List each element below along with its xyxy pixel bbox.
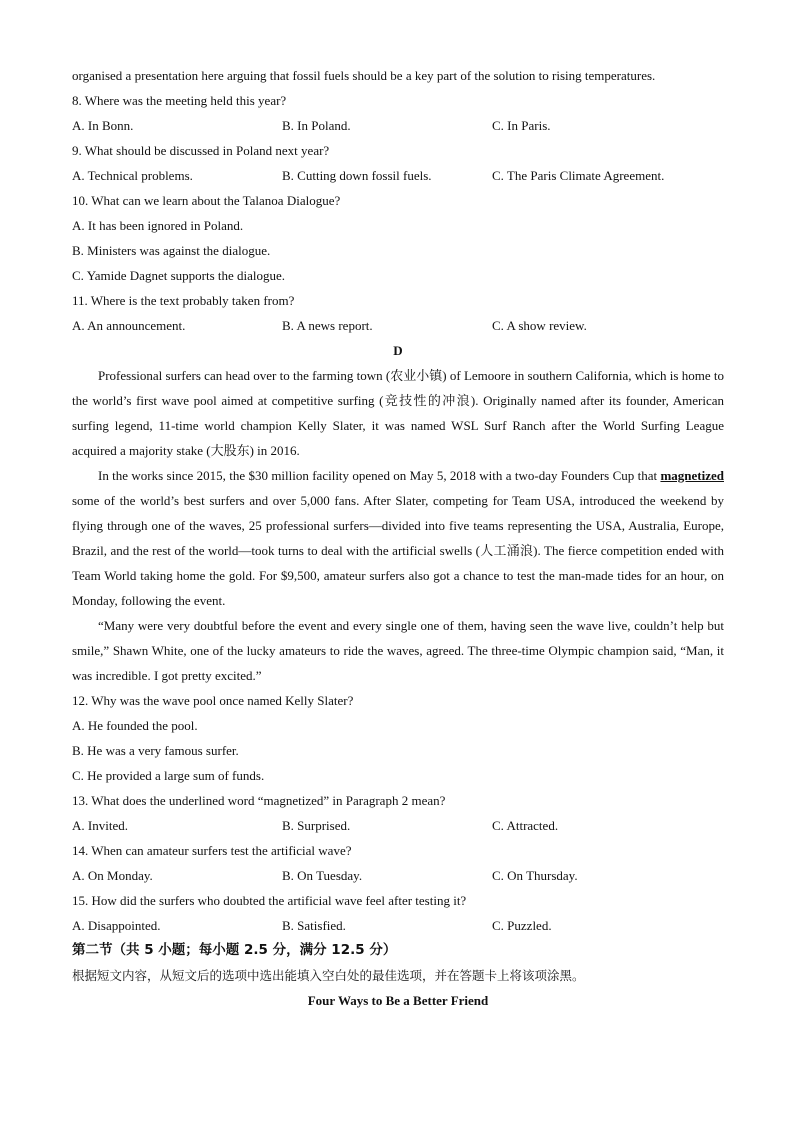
option-b: B. Cutting down fossil fuels. (282, 168, 432, 183)
option-b: B. Satisfied. (282, 918, 346, 933)
option-b: B. He was a very famous surfer. (72, 743, 239, 758)
question-15-options (72, 913, 724, 938)
option-a: A. Technical problems. (72, 168, 193, 183)
option-c: C. On Thursday. (492, 868, 578, 883)
option-a: A. He founded the pool. (72, 718, 198, 733)
option-b: B. A news report. (282, 318, 373, 333)
option-b: B. Ministers was against the dialogue. (72, 243, 271, 258)
question-9: 9. What should be discussed in Poland next year? (72, 143, 330, 158)
option-c: C. The Paris Climate Agreement. (492, 168, 665, 183)
question-12: 12. Why was the wave pool once named Kelly Slater? (72, 693, 354, 708)
option-c: C. Puzzled. (492, 918, 552, 933)
option-b: B. On Tuesday. (282, 868, 363, 883)
option-c: C. In Paris. (492, 118, 551, 133)
question-13-options (72, 813, 724, 838)
question-9-options (72, 163, 724, 188)
passage-title: Four Ways to Be a Better Friend (307, 993, 489, 1008)
option-c: C. He provided a large sum of funds. (72, 768, 265, 783)
option-a: A. Invited. (72, 818, 128, 833)
question-15: 15. How did the surfers who doubted the artificial wave feel after testing it? (72, 893, 467, 908)
underlined-word: magnetized (660, 468, 724, 483)
option-a: A. It has been ignored in Poland. (72, 218, 244, 233)
exam-page (72, 63, 724, 1013)
question-11-options (72, 313, 724, 338)
question-10: 10. What can we learn about the Talanoa Dialogue? (72, 193, 341, 208)
passage-d-heading: D (393, 343, 403, 358)
paragraph-2-text-end: some of the world’s best surfers and over 5,000 fans. After Slater, competing for Team USA, introduced the weekend by flying through one of the waves, 25 professional surfers—divided into five teams representing the USA, Australia, Europe, Brazil, and the rest of the world—took turns to deal with the artificial swells (人工涌浪). The fierce competition ended with Team World taking home the gold. For $9,500, amateur surfers also got a chance to test the man-made tides for an hour, on Monday, following the event. (72, 493, 724, 608)
passage-c-continuation: organised a presentation here arguing that fossil fuels should be a key part of the solution to rising temperatures. (72, 68, 656, 83)
question-14: 14. When can amateur surfers test the artificial wave? (72, 843, 352, 858)
passage-d-paragraph-3: “Many were very doubtful before the event and every single one of them, having seen the wave live, couldn’t help but smile,” Shawn White, one of the lucky amateurs to ride the waves, agreed. The three-time Olympic champion said, “Man, it was incredible. I got pretty excited.” (72, 618, 724, 683)
option-a: A. An announcement. (72, 318, 186, 333)
question-14-options (72, 863, 724, 888)
passage-d-paragraph-1: Professional surfers can head over to the farming town (农业小镇) of Lemoore in southern California, which is home to the world’s first wave pool aimed at competitive surfing (竞技性的冲浪). Originally named after its founder, American surfing legend, 11-time world champion Kelly Slater, it was named WSL Surf Ranch after the World Surfing League acquired a majority stake (大股东) in 2016. (72, 368, 724, 458)
option-b: B. Surprised. (282, 818, 351, 833)
passage-d-paragraph-2 (72, 463, 724, 613)
question-8: 8. Where was the meeting held this year? (72, 93, 287, 108)
option-a: A. In Bonn. (72, 118, 134, 133)
option-a: A. On Monday. (72, 868, 153, 883)
question-8-options (72, 113, 724, 138)
section-2-heading: 第二节（共 5 小题；每小题 2.5 分，满分 12.5 分） (72, 942, 397, 958)
option-c: C. Yamide Dagnet supports the dialogue. (72, 268, 286, 283)
question-13: 13. What does the underlined word “magnetized” in Paragraph 2 mean? (72, 793, 446, 808)
option-c: C. Attracted. (492, 818, 559, 833)
option-b: B. In Poland. (282, 118, 351, 133)
paragraph-2-text-start: In the works since 2015, the $30 million facility opened on May 5, 2018 with a two-day Founders Cup that (98, 468, 661, 483)
question-11: 11. Where is the text probably taken from? (72, 293, 295, 308)
option-c: C. A show review. (492, 318, 587, 333)
section-2-instruction: 根据短文内容，从短文后的选项中选出能填入空白处的最佳选项，并在答题卡上将该项涂黑。 (72, 968, 585, 983)
option-a: A. Disappointed. (72, 918, 161, 933)
